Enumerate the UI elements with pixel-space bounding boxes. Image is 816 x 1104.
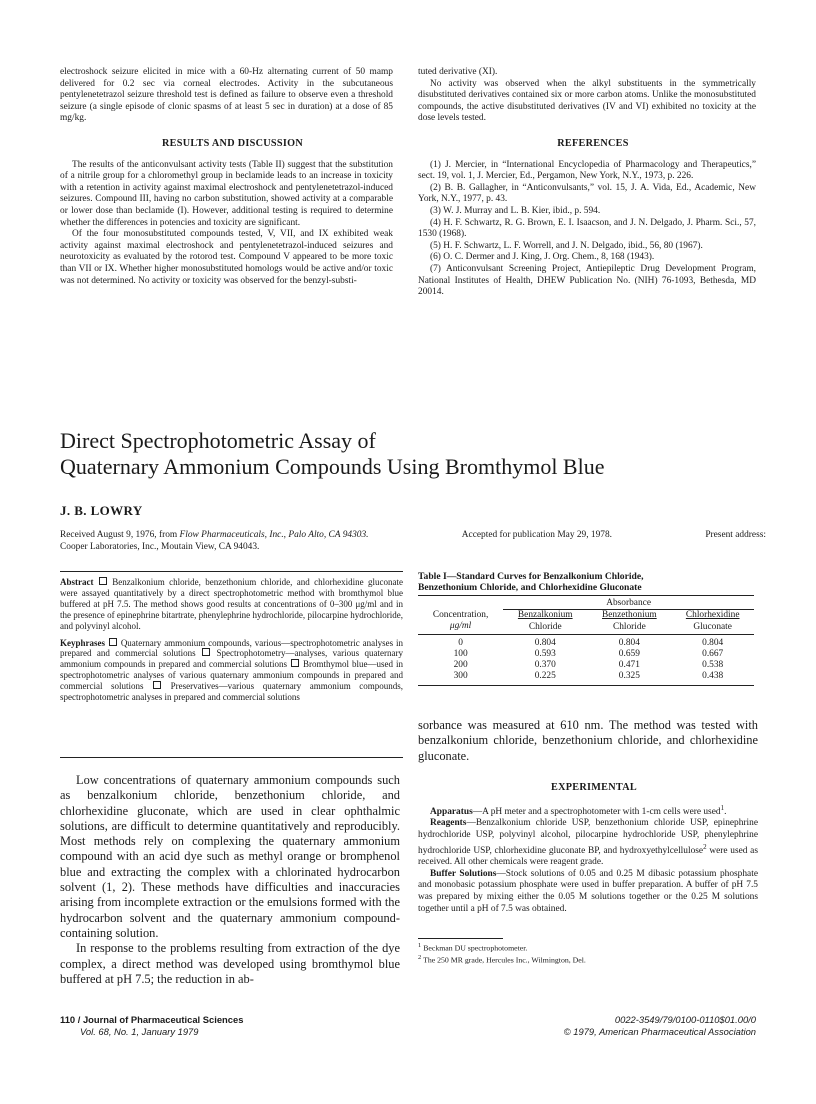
keyphrase-item: Preservatives—various quaternary ammonium compounds, spectrophotometric analyses in prepared and commercial solutions: [60, 681, 404, 703]
keyphrase-item: Quaternary ammonium compounds, various—spectrophotometric analyses in prepared and commercial solutions: [60, 637, 404, 659]
buffer-label: Buffer Solutions: [430, 868, 497, 879]
received-affiliation: Flow Pharmaceuticals, Inc., Palo Alto, CA 94303.: [179, 530, 369, 540]
present-address-label: Present address:: [705, 530, 766, 540]
table-cell: 0.538: [702, 660, 724, 670]
table-cell: 300: [453, 671, 468, 681]
abstract-box: [60, 571, 403, 758]
present-address: Cooper Laboratories, Inc., Moutain View, CA 94043.: [60, 541, 260, 552]
abstract-label: Abstract: [60, 577, 94, 587]
table-cell: 0.804: [618, 638, 640, 648]
apparatus-text: —A pH meter and a spectrophotometer with 1-cm cells were used: [472, 806, 721, 817]
square-bullet-icon: [291, 659, 299, 667]
article-author: J. B. LOWRY: [60, 503, 143, 518]
square-bullet-icon: [109, 638, 117, 646]
results-paragraph-2: Of the four monosubstituted compounds tested, V, VII, and IX exhibited weak activity against maximal electroshock and pentylenetetrazol-induced seizures and neurotoxicity as evaluated by the rotorod test. Compound V appeared to be more toxic than VII or IX. Whether higher monosubstituted homologs would be active and/or toxic was not determined. No activity or toxicity was observed for the benzyl-substi-: [60, 229, 393, 286]
reference-item: (7) Anticonvulsant Screening Project, Antiepileptic Drug Development Program, National Institutes of Health, DHEW Publication No. (NIH) 76-1093, Bethesda, MD 20014.: [418, 263, 756, 298]
introduction-paragraph-2: In response to the problems resulting from extraction of the dye complex, a direct method was developed using bromthymol blue buffered at pH 7.5; the reduction in ab-: [60, 941, 400, 986]
table-header-benzalkonium-2: Chloride: [528, 622, 562, 632]
table-header-blank: [418, 596, 503, 610]
table-cell: 0.804: [702, 638, 724, 648]
square-bullet-icon: [202, 648, 210, 656]
reference-item: (1) J. Mercier, in “International Encyclopedia of Pharmacology and Therapeutics,” sect. 19, vol. 1, J. Mercier, Ed., Pergamon, New York, N.Y., 1973, p. 226.: [418, 159, 756, 182]
experimental-section: [418, 782, 758, 915]
table-header-benzethonium: Benzethonium: [602, 610, 657, 620]
received-info: [60, 530, 766, 553]
table-header-chlorhexidine: Chlorhexidine: [685, 610, 740, 620]
table-1: [418, 571, 754, 686]
article-title-line-1: Direct Spectrophotometric Assay of: [60, 428, 376, 453]
table-caption-line-2: Benzethonium Chloride, and Chlorhexidine Gluconate: [418, 582, 642, 593]
results-paragraph-1: The results of the anticonvulsant activity tests (Table II) suggest that the substitution of a nitrile group for a chloromethyl group in beclamide leads to an increase in toxicity with a retention in activity against maximal electroshock and pentylenetetrazol-induced seizures. Compound III, having no carbon substitution, showed activity at a comparable or lower dose than beclamide (I). However, additional testing is required to determine whether the differences in potencies and toxicity are significant.: [60, 159, 393, 228]
results-paragraph-3: No activity was observed when the alkyl substituents in the symmetrically disubstituted derivatives contained six or more carbon atoms. Unlike the monosubstituted compounds, the active disubstituted derivatives (IV and VI) exhibited no toxicity at the dose levels tested.: [418, 78, 756, 124]
reference-item: (4) H. F. Schwartz, R. G. Brown, E. I. Isaacson, and J. N. Delgado, J. Pharm. Sci., 57, 1530 (1968).: [418, 217, 756, 240]
table-header-benzethonium-2: Chloride: [612, 622, 646, 632]
table-header-chlorhexidine-2: Gluconate: [693, 622, 732, 632]
journal-citation: 110 / Journal of Pharmaceutical Sciences: [60, 1014, 244, 1025]
copyright-notice: © 1979, American Pharmaceutical Association: [563, 1025, 756, 1037]
footnote-text: Beckman DU spectrophotometer.: [423, 943, 528, 953]
square-bullet-icon: [99, 577, 107, 585]
table-caption-line-1: Table I—Standard Curves for Benzalkonium Chloride,: [418, 571, 644, 582]
table-header-unit: μg/ml: [449, 621, 472, 631]
footnote-text: The 250 MR grade, Hercules Inc., Wilmington, Del.: [423, 955, 586, 965]
table-cell: 100: [453, 649, 468, 659]
table-cell: 0.804: [534, 638, 556, 648]
buffer-text: —Stock solutions of 0.05 and 0.25 M dibasic potassium phosphate and monobasic potassium phosphate were used in buffer preparation. A buffer of pH 7.5 was prepared by mixing either the 0.05 M solutions together or the 0.25 M solutions together until a pH of 7.5 was obtained.: [418, 868, 758, 914]
table-cell: 0.225: [534, 671, 556, 681]
table-cell: 0: [458, 638, 463, 648]
introduction-paragraph-1: Low concentrations of quaternary ammonium compounds such as benzalkonium chloride, benzethonium chloride, and chlorhexidine gluconate, which are used in clear ophthalmic solutions, are difficult to determine quantitatively and reproducibly. Most methods rely on complexing the quaternary ammonium compound with an acid dye such as methyl orange or bromphenol blue and extracting the complex with a chlorinated hydrocarbon solvent (1, 2). These methods have difficulties and inaccuracies arising from incomplete extraction or the emulsions formed with the hydrocarbon solvent and the quaternary ammonium compound-containing solution.: [60, 773, 400, 940]
buffer-paragraph: [418, 869, 758, 915]
reference-item: (6) O. C. Dermer and J. King, J. Org. Chem., 8, 168 (1943).: [430, 252, 655, 263]
reagents-text-2: were used as received. All other chemicals were reagent grade.: [418, 845, 758, 868]
article-title: [60, 428, 760, 479]
abstract: [60, 577, 403, 632]
footnote-ref-1: 1: [720, 803, 725, 812]
standard-curves-table: [418, 595, 754, 686]
journal-volume: Vol. 68, No. 1, January 1979: [80, 1025, 199, 1037]
received-prefix: Received August 9, 1976, from: [60, 530, 180, 540]
reagents-label: Reagents: [430, 818, 467, 829]
footnote-item: [418, 953, 758, 965]
keyphrase-item: Bromthymol blue—used in spectrophotometric analyses of various quaternary ammonium compounds in prepared and commercial solutions: [60, 659, 404, 692]
table-cell: 0.370: [534, 660, 556, 670]
reference-item: (3) W. J. Murray and L. B. Kier, ibid., p. 594.: [430, 205, 601, 216]
introduction-column: [60, 773, 400, 987]
table-header-concentration: Concentration,: [432, 609, 489, 620]
table-cell: 200: [453, 660, 468, 670]
reagents-paragraph: [418, 818, 758, 869]
table-cell: 0.471: [618, 660, 640, 670]
table-cell: 0.325: [618, 671, 640, 681]
table-header-benzalkonium: Benzalkonium: [517, 610, 573, 620]
reagents-text: —Benzalkonium chloride USP, benzethonium chloride USP, epinephrine hydrochloride USP, polyvinyl alcohol, pilocarpine hydrochloride USP, phenylephrine hydrochloride USP, chlorhexidine gluconate BP, and hydroxyethylcellulose: [418, 818, 758, 856]
copyright-code: 0022-3549/79/0100-0110$01.00/0: [614, 1014, 756, 1025]
results-continuation: tuted derivative (XI).: [418, 67, 498, 77]
reference-item: (2) B. B. Gallagher, in “Anticonvulsants,” vol. 15, J. A. Vida, Ed., Academic, New York, N.Y., 1977, p. 43.: [418, 182, 756, 205]
square-bullet-icon: [153, 681, 161, 689]
introduction-continuation: sorbance was measured at 610 nm. The method was tested with benzalkonium chloride, benzethonium chloride, and chlorhexidine gluconate.: [418, 718, 758, 763]
footnote-divider: [418, 938, 503, 939]
table-cell: 0.659: [618, 649, 640, 659]
results-heading: RESULTS AND DISCUSSION: [162, 137, 303, 149]
footnote-ref-2: 2: [703, 842, 707, 851]
footnotes: [418, 941, 758, 965]
apparatus-paragraph: Apparatus—A pH meter and a spectrophotometer with 1-cm cells were used$^1$.: [430, 803, 727, 817]
accepted-date: Accepted for publication May 29, 1978.: [461, 530, 613, 540]
keyphrases: [60, 638, 403, 703]
apparatus-label: Apparatus: [430, 806, 473, 817]
table-cell: 0.438: [702, 671, 724, 681]
page-footer-right: [470, 1014, 756, 1037]
references-heading: REFERENCES: [557, 137, 629, 149]
top-right-column: [418, 67, 756, 299]
abstract-text: Benzalkonium chloride, benzethonium chloride, and chlorhexidine gluconate were assayed quantitatively by a direct spectrophotometric method with bromthymol blue buffered at pH 7.5. The method shows good results at concentrations of 0–300 μg/ml and in the presence of epinephrine bitartrate, phenylephrine hydrochloride, pilocarpine hydrochloride, and polyvinyl alcohol.: [60, 577, 403, 631]
footnote-item: [418, 941, 758, 953]
table-cell: 0.593: [534, 649, 556, 659]
methods-continuation: electroshock seizure elicited in mice with a 60-Hz alternating current of 50 mamp delivered for 0.2 sec via corneal electrodes. Activity in the subcutaneous pentylenetetrazol seizure threshold test is defined as failure to observe even a threshold seizure (a single episode of clonic spasms of at least 5 sec in duration) at a dose of 85 mg/kg.: [60, 67, 393, 124]
table-group-header: Absorbance: [503, 596, 754, 610]
reference-item: (5) H. F. Schwartz, L. F. Worrell, and J. N. Delgado, ibid., 56, 80 (1967).: [430, 240, 703, 251]
footnote-mark: 2: [418, 954, 422, 962]
footnote-mark: 1: [418, 942, 422, 949]
keyphrase-item: Spectrophotometry—analyses, various quaternary ammonium compounds in prepared and commercial solutions: [60, 648, 403, 670]
keyphrases-label: Keyphrases: [60, 637, 105, 648]
top-left-column: [60, 67, 393, 287]
table-cell: 0.667: [702, 649, 724, 659]
article-title-line-2: Quaternary Ammonium Compounds Using Bromthymol Blue: [60, 453, 605, 479]
experimental-heading: EXPERIMENTAL: [550, 782, 638, 793]
page-footer-left: [60, 1014, 243, 1037]
